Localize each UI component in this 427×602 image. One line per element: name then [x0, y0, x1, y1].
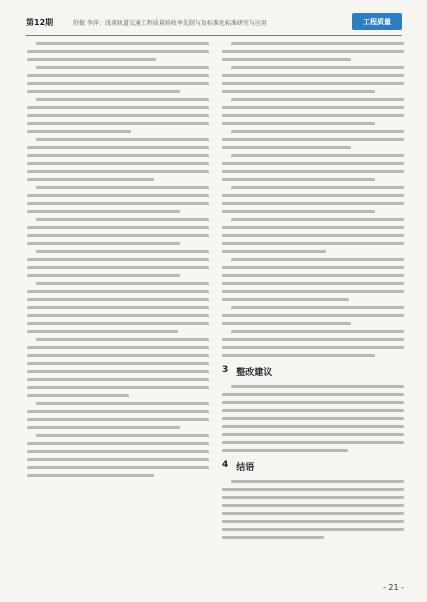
section-title: 整改建议 [236, 368, 273, 378]
text-line [27, 74, 209, 77]
text-line [222, 194, 404, 197]
text-line [36, 250, 209, 253]
body-paragraph [222, 66, 404, 93]
text-line [36, 186, 209, 189]
text-line [222, 242, 404, 245]
text-line [231, 42, 404, 45]
section-heading [222, 365, 404, 378]
text-line [36, 338, 209, 341]
text-line [222, 322, 351, 325]
text-line [222, 409, 404, 412]
text-line [222, 536, 324, 539]
text-line [222, 512, 404, 515]
text-line [222, 266, 404, 269]
text-line [222, 488, 404, 491]
text-line [36, 218, 209, 221]
text-line [231, 130, 404, 133]
text-line [27, 178, 154, 181]
text-line [27, 114, 209, 117]
text-line [231, 98, 404, 101]
text-line [27, 394, 129, 397]
body-paragraph [27, 218, 209, 245]
text-line [27, 298, 209, 301]
body-paragraph [222, 154, 404, 181]
text-line [231, 154, 404, 157]
text-line [222, 170, 404, 173]
text-line [27, 314, 209, 317]
text-line [36, 138, 209, 141]
section-title: 结语 [236, 463, 255, 473]
text-line [231, 66, 404, 69]
text-line [222, 250, 326, 253]
body-paragraph [27, 338, 209, 397]
text-line [231, 186, 404, 189]
left-column [27, 42, 209, 482]
text-line [27, 450, 209, 453]
text-line [27, 234, 209, 237]
text-line [27, 466, 209, 469]
text-line [222, 393, 404, 396]
text-line [222, 234, 404, 237]
body-paragraph [222, 330, 404, 357]
text-line [222, 274, 404, 277]
text-line [222, 210, 375, 213]
issue-number: 第12期 [26, 18, 54, 27]
text-line [36, 402, 209, 405]
text-line [222, 290, 404, 293]
text-line [222, 226, 404, 229]
text-line [27, 266, 209, 269]
text-line [27, 346, 209, 349]
text-line [231, 385, 404, 388]
text-line [231, 218, 404, 221]
text-line [222, 106, 404, 109]
text-line [222, 401, 404, 404]
text-line [222, 528, 404, 531]
text-line [222, 74, 404, 77]
text-line [36, 282, 209, 285]
text-line [231, 480, 404, 483]
text-line [222, 354, 375, 357]
text-line [222, 346, 404, 349]
text-line [27, 426, 180, 429]
text-line [222, 496, 404, 499]
section-number: 4 [222, 460, 229, 470]
text-line [222, 162, 404, 165]
text-line [27, 458, 209, 461]
body-paragraph [222, 218, 404, 253]
text-line [27, 258, 209, 261]
text-line [222, 50, 404, 53]
body-paragraph [27, 138, 209, 181]
text-line [27, 386, 209, 389]
body-paragraph [27, 282, 209, 333]
text-line [222, 314, 404, 317]
body-paragraph [222, 385, 404, 452]
text-line [27, 146, 209, 149]
body-paragraph [27, 98, 209, 133]
text-line [27, 330, 178, 333]
text-line [27, 210, 180, 213]
text-line [27, 474, 154, 477]
body-paragraph [27, 42, 209, 61]
text-line [222, 146, 351, 149]
text-line [27, 58, 156, 61]
text-line [231, 258, 404, 261]
text-line [27, 106, 209, 109]
journal-logo: 工程质量 [352, 13, 402, 30]
right-column [222, 42, 404, 544]
text-line [27, 82, 209, 85]
text-line [27, 122, 209, 125]
text-line [36, 98, 209, 101]
body-paragraph [222, 130, 404, 149]
text-line [27, 362, 209, 365]
text-line [27, 170, 209, 173]
body-paragraph [222, 42, 404, 61]
text-line [222, 138, 404, 141]
text-line [222, 282, 404, 285]
text-line [222, 520, 404, 523]
text-line [27, 442, 209, 445]
text-line [222, 178, 375, 181]
body-paragraph [27, 434, 209, 477]
body-paragraph [27, 66, 209, 93]
text-line [222, 58, 351, 61]
text-line [27, 194, 209, 197]
text-line [27, 226, 209, 229]
body-paragraph [27, 250, 209, 277]
text-line [27, 242, 180, 245]
text-line [222, 441, 404, 444]
text-line [222, 202, 404, 205]
body-paragraph [222, 186, 404, 213]
text-line [222, 417, 404, 420]
text-line [27, 378, 209, 381]
page-number: - 21 - [382, 583, 404, 592]
text-line [36, 42, 209, 45]
text-line [222, 298, 349, 301]
text-line [27, 322, 209, 325]
text-line [36, 434, 209, 437]
text-line [27, 154, 209, 157]
text-line [27, 130, 131, 133]
text-line [222, 82, 404, 85]
text-line [222, 338, 404, 341]
section-number: 3 [222, 365, 229, 375]
text-line [27, 90, 180, 93]
text-line [27, 290, 209, 293]
text-line [222, 122, 375, 125]
text-line [222, 114, 404, 117]
body-paragraph [222, 258, 404, 301]
text-line [27, 202, 209, 205]
text-line [27, 274, 180, 277]
body-paragraph [27, 402, 209, 429]
text-line [222, 90, 375, 93]
text-line [222, 433, 404, 436]
body-paragraph [222, 306, 404, 325]
text-line [27, 306, 209, 309]
body-paragraph [222, 98, 404, 125]
body-paragraph [222, 480, 404, 539]
text-line [27, 50, 209, 53]
text-line [222, 504, 404, 507]
running-header [26, 13, 402, 36]
section-heading [222, 460, 404, 473]
text-line [27, 162, 209, 165]
body-paragraph [27, 186, 209, 213]
text-line [222, 425, 404, 428]
text-line [222, 449, 348, 452]
running-title: 舒振 李萍：浅谈轨道交通工程质量验收率先制与及标准化标准研究与应用 [73, 20, 267, 27]
text-line [231, 330, 404, 333]
text-line [231, 306, 404, 309]
text-line [27, 370, 209, 373]
text-line [27, 354, 209, 357]
text-line [27, 410, 209, 413]
text-line [27, 418, 209, 421]
text-line [36, 66, 209, 69]
